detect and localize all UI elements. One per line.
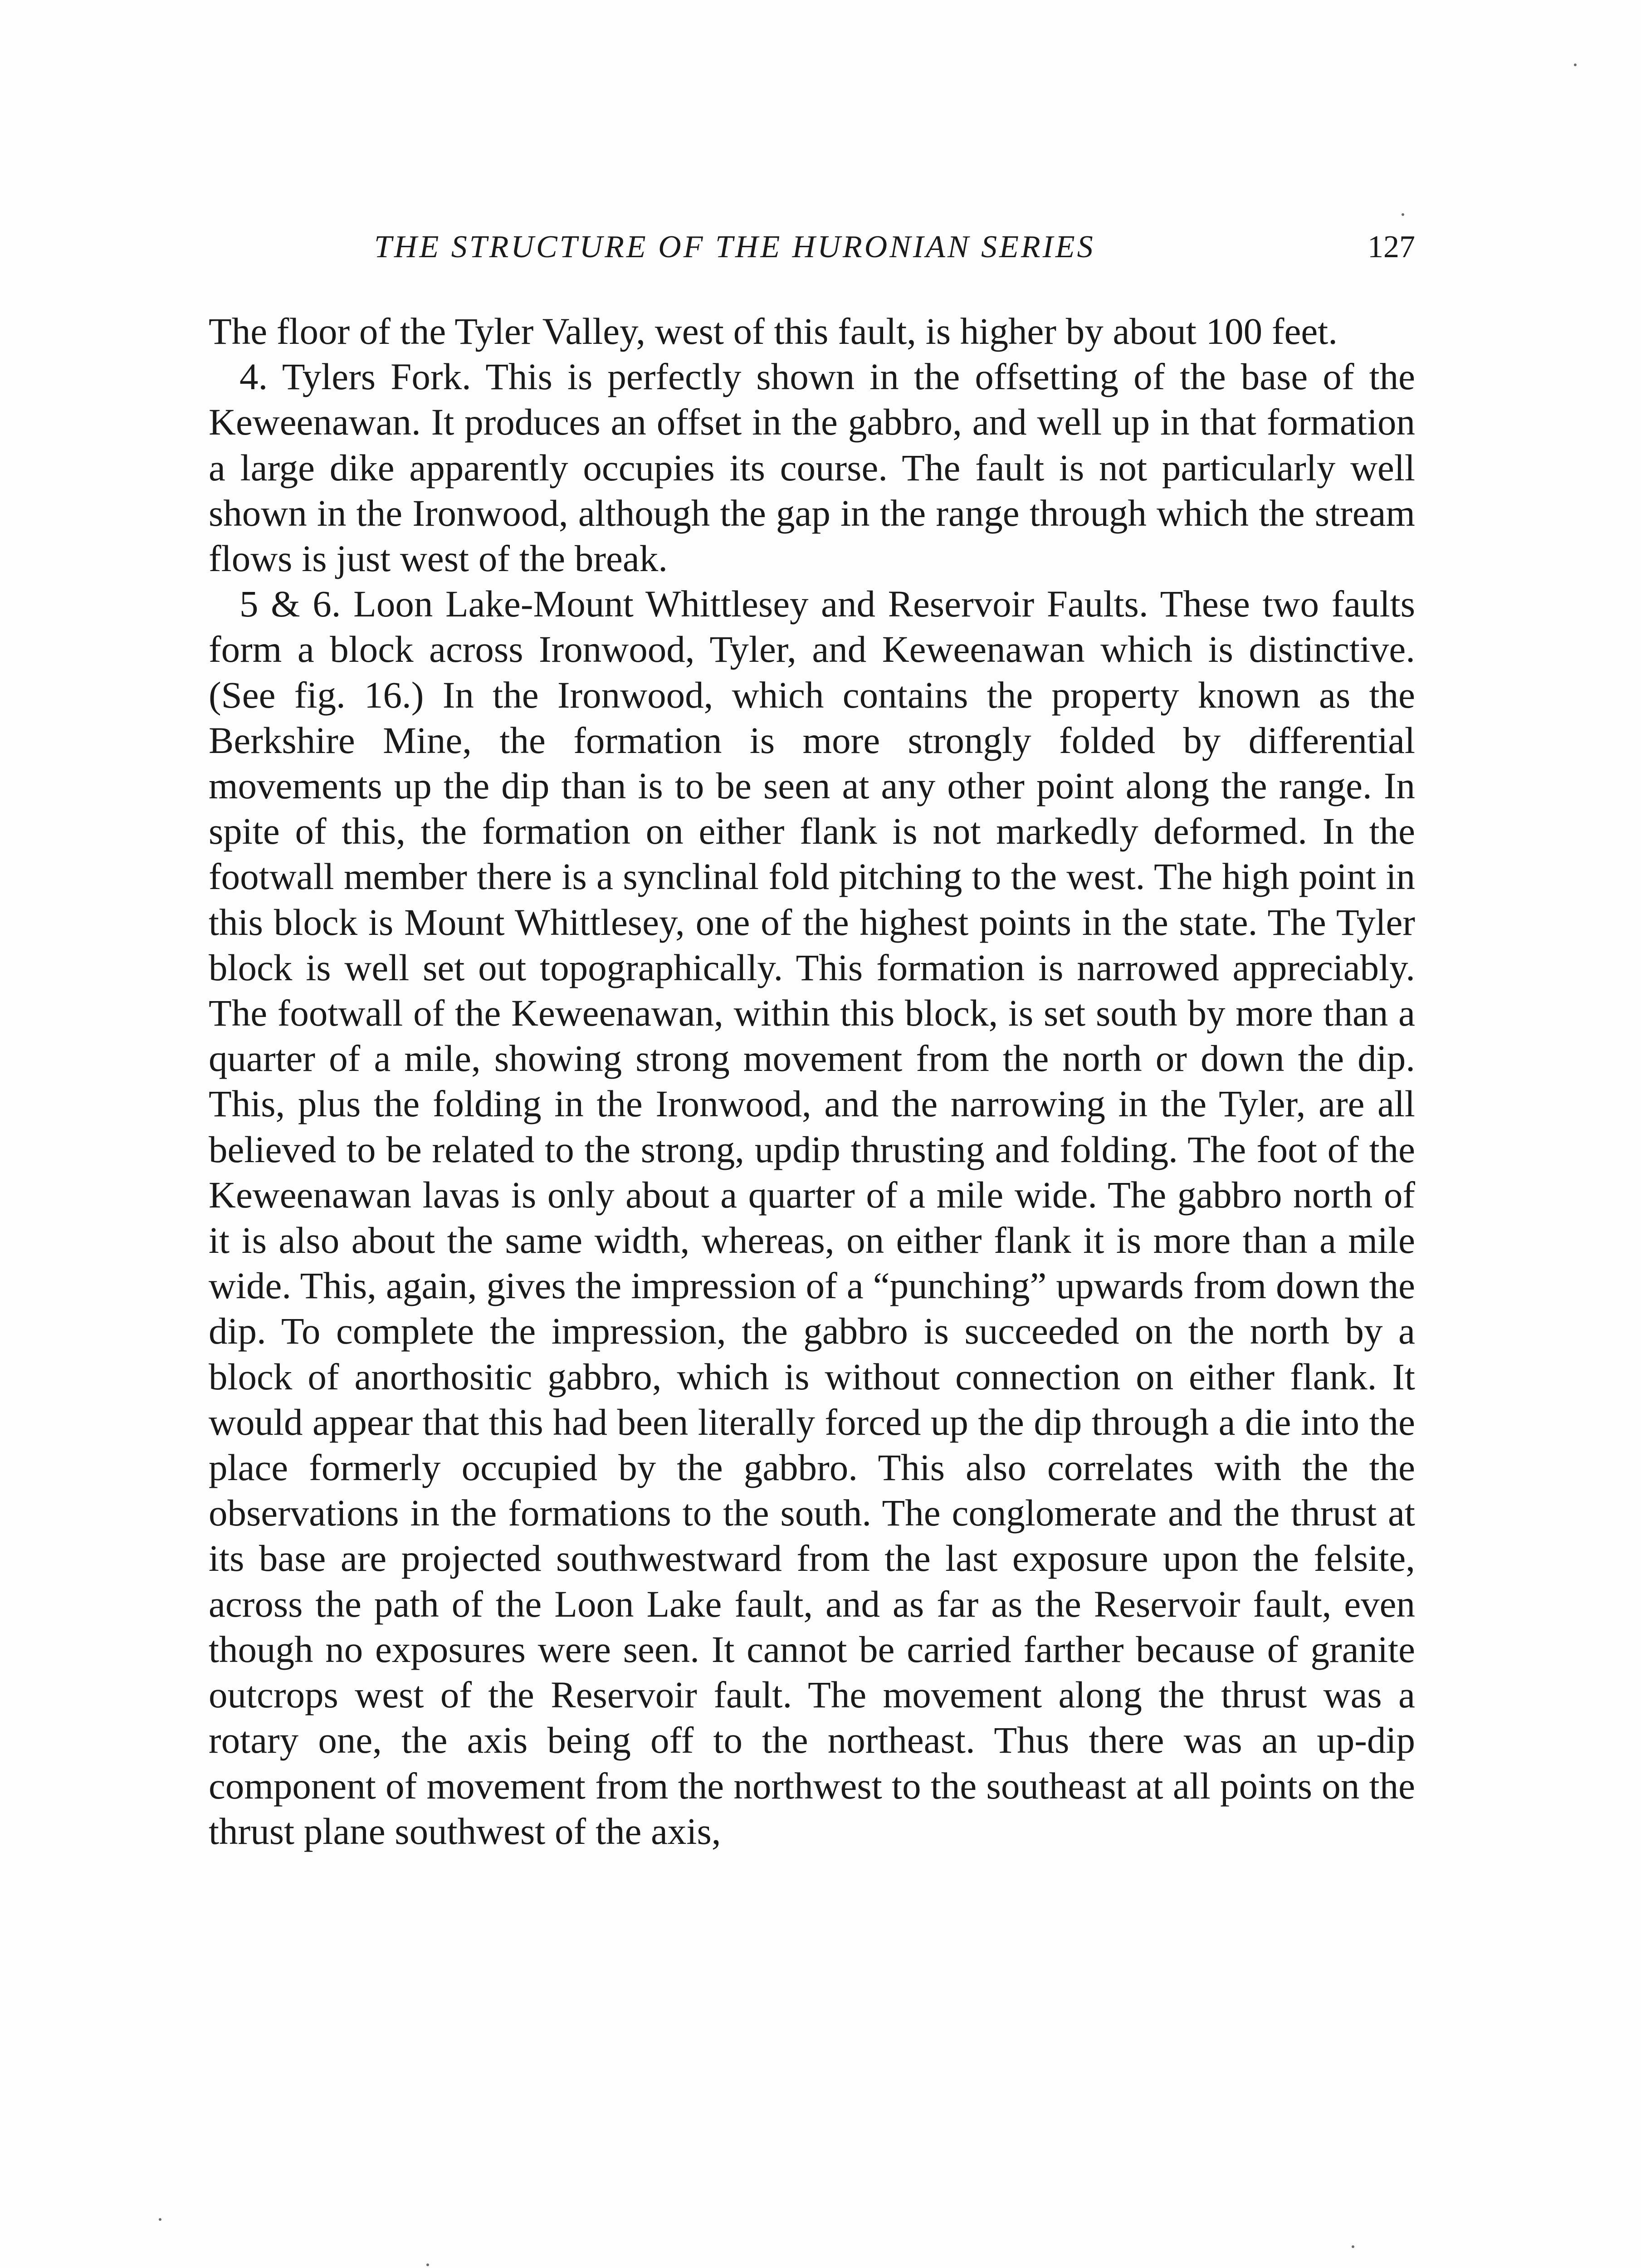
paragraph-continuation: The floor of the Tyler Valley, west of this fault, is higher by about 100 feet. — [209, 310, 1338, 352]
paragraph-loon-lake-reservoir-faults: 5 & 6. Loon Lake-Mount Whittlesey and Reservoir Faults. These two faults form a block across Ironwood, Tyler, and Keweenawan which is distinctive. (See fig. 16.) In the Ironwood, which contains the property known as the Berkshire Mine, the formation is more strongly folded by differential movements up the dip than is to be seen at any other point along the range. In spite of this, the formation on either flank is not markedly deformed. In the footwall member there is a synclinal fold pitching to the west. The high point in this block is Mount Whittlesey, one of the highest points in the state. The Tyler block is well set out topographically. This formation is narrowed appreciably. The footwall of the Keweenawan, within this block, is set south by more than a quarter of a mile, showing strong movement from the north or down the dip. This, plus the folding in the Ironwood, and the narrowing in the Tyler, are all believed to be related to the strong, updip thrusting and folding. The foot of the Keweenawan lavas is only about a quarter of a mile wide. The gabbro north of it is also about the same width, whereas, on either flank it is more than a mile wide. This, again, gives the impression of a “punching” upwards from down the dip. To complete the impression, the gabbro is succeeded on the north by a block of anorthositic gabbro, which is without connection on either flank. It would appear that this had been literally forced up the dip through a die into the place formerly occupied by the gabbro. This also correlates with the the observations in the formations to the south. The conglomerate and the thrust at its base are projected southwestward from the last exposure upon the felsite, across the path of the Loon Lake fault, and as far as the Reservoir fault, even though no exposures were seen. It cannot be carried farther because of granite outcrops west of the Reservoir fault. The movement along the thrust was a rotary one, the axis being off to the northeast. Thus there was an up-dip component of movement from the northwest to the southeast at all points on the thrust plane southwest of the axis, — [209, 583, 1415, 1852]
paragraph-tylers-fork: 4. Tylers Fork. This is perfectly shown in the offsetting of the base of the Keweenawan. It produces an offset in the gabbro, and well up in that formation a large dike apparently occupies its course. The fault is not particularly well shown in the Ironwood, although the gap in the range through which the stream flows is just west of the break. — [209, 356, 1415, 580]
scan-speck — [159, 2218, 161, 2221]
scan-speck — [426, 2263, 429, 2266]
scan-speck — [1402, 213, 1404, 216]
running-head — [209, 229, 1415, 270]
scan-speck — [1574, 64, 1577, 66]
running-head-title: THE STRUCTURE OF THE HURONIAN SERIES — [374, 230, 1095, 264]
page-number: 127 — [1368, 230, 1415, 264]
scan-speck — [1352, 2245, 1354, 2248]
body-text — [209, 308, 1415, 1854]
